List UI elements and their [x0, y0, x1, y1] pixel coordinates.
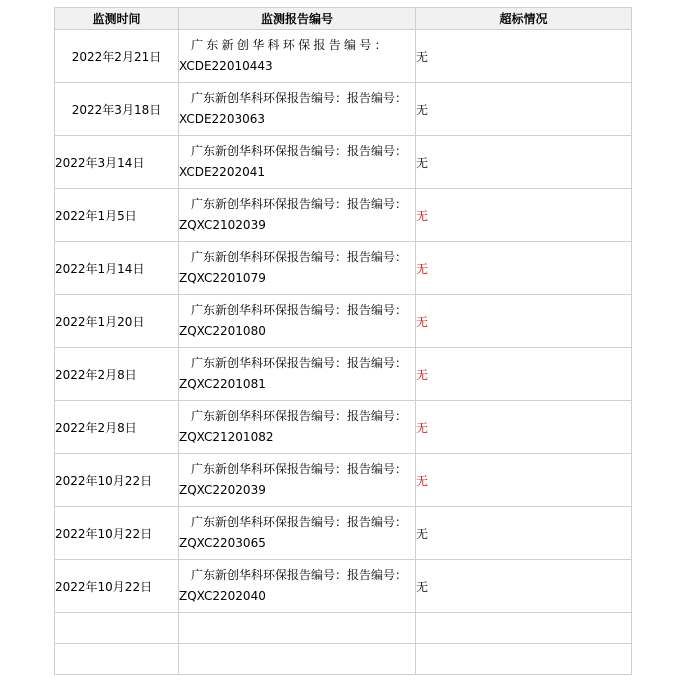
table-header-row	[55, 8, 632, 30]
report-number-cell	[179, 295, 416, 348]
report-code: ZQXC21201082	[179, 430, 274, 444]
table-row	[55, 507, 632, 560]
exceedance-status: 无	[416, 242, 632, 295]
report-number-cell	[179, 401, 416, 454]
report-prefix: 广东新创华科环保报告编号：报告编号：	[191, 409, 408, 423]
report-prefix: 广东新创华科环保报告编号：报告编号：	[191, 303, 408, 317]
report-number-cell	[179, 83, 416, 136]
report-prefix: 广东新创华科环保报告编号：报告编号：	[191, 568, 408, 582]
report-number-cell	[179, 348, 416, 401]
report-number-cell	[179, 560, 416, 613]
report-code: ZQXC2201079	[179, 271, 266, 285]
table-row	[55, 295, 632, 348]
empty-cell	[55, 613, 179, 644]
header-report-number: 监测报告编号	[179, 8, 416, 30]
report-code: ZQXC2102039	[179, 218, 266, 232]
report-prefix: 广东新创华科环保报告编号：报告编号：	[191, 515, 408, 529]
report-code: XCDE22010443	[179, 59, 273, 73]
table-row	[55, 454, 632, 507]
exceedance-status: 无	[416, 136, 632, 189]
exceedance-status: 无	[416, 401, 632, 454]
exceedance-status: 无	[416, 83, 632, 136]
report-number-cell	[179, 242, 416, 295]
monitoring-date: 2022年10月22日	[55, 454, 179, 507]
header-exceedance-status: 超标情况	[416, 8, 632, 30]
exceedance-status: 无	[416, 295, 632, 348]
report-code: ZQXC2202040	[179, 589, 266, 603]
table-row	[55, 189, 632, 242]
report-prefix: 广东新创华科环保报告编号：报告编号：	[191, 356, 408, 370]
monitoring-date: 2022年10月22日	[55, 560, 179, 613]
report-number-cell	[179, 30, 416, 83]
report-number-cell	[179, 136, 416, 189]
report-prefix: 广东新创华科环保报告编号：报告编号：	[191, 144, 408, 158]
table-row	[55, 30, 632, 83]
monitoring-date: 2022年1月20日	[55, 295, 179, 348]
empty-table-row	[55, 613, 632, 644]
monitoring-date: 2022年1月14日	[55, 242, 179, 295]
table-row	[55, 136, 632, 189]
monitoring-date: 2022年1月5日	[55, 189, 179, 242]
report-code: ZQXC2201081	[179, 377, 266, 391]
report-number-cell	[179, 189, 416, 242]
table-row	[55, 242, 632, 295]
exceedance-status: 无	[416, 348, 632, 401]
monitoring-date: 2022年2月8日	[55, 401, 179, 454]
empty-cell	[55, 644, 179, 675]
exceedance-status: 无	[416, 30, 632, 83]
report-prefix: 广东新创华科环保报告编号：报告编号：	[191, 250, 408, 264]
table-row	[55, 83, 632, 136]
monitoring-date: 2022年2月21日	[55, 30, 179, 83]
report-code: XCDE2202041	[179, 165, 265, 179]
monitoring-report-table	[54, 7, 632, 675]
exceedance-status: 无	[416, 454, 632, 507]
empty-cell	[179, 613, 416, 644]
report-prefix: 广东新创华科环保报告编号：	[191, 38, 390, 52]
report-number-cell	[179, 507, 416, 560]
monitoring-date: 2022年3月18日	[55, 83, 179, 136]
report-code: ZQXC2201080	[179, 324, 266, 338]
monitoring-date: 2022年2月8日	[55, 348, 179, 401]
report-number-cell	[179, 454, 416, 507]
table-row	[55, 401, 632, 454]
empty-cell	[416, 644, 632, 675]
exceedance-status: 无	[416, 507, 632, 560]
monitoring-date: 2022年10月22日	[55, 507, 179, 560]
empty-table-row	[55, 644, 632, 675]
empty-cell	[416, 613, 632, 644]
empty-cell	[179, 644, 416, 675]
exceedance-status: 无	[416, 189, 632, 242]
report-code: ZQXC2203065	[179, 536, 266, 550]
header-monitoring-time: 监测时间	[55, 8, 179, 30]
table-row	[55, 348, 632, 401]
report-prefix: 广东新创华科环保报告编号：报告编号：	[191, 462, 408, 476]
exceedance-status: 无	[416, 560, 632, 613]
table-row	[55, 560, 632, 613]
report-code: XCDE2203063	[179, 112, 265, 126]
report-prefix: 广东新创华科环保报告编号：报告编号：	[191, 197, 408, 211]
report-code: ZQXC2202039	[179, 483, 266, 497]
report-prefix: 广东新创华科环保报告编号：报告编号：	[191, 91, 408, 105]
monitoring-date: 2022年3月14日	[55, 136, 179, 189]
